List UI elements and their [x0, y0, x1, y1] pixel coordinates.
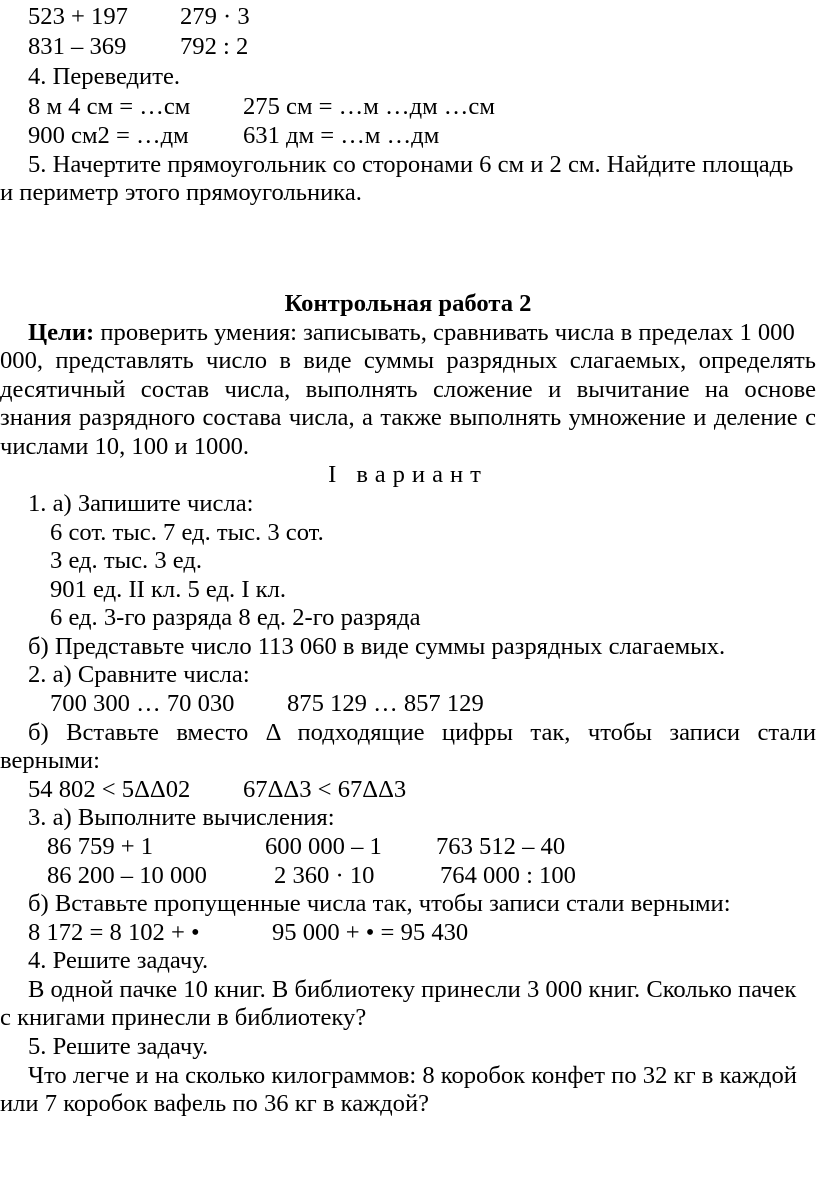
goals-line-3: десятичный состав числа, выполнять сложение и вычитание на основе — [0, 376, 816, 403]
convert-1: 8 м 4 см = …см — [28, 93, 191, 120]
task-2b-line-1: б) Вставьте вместо Δ подходящие цифры так, чтобы записи стали — [28, 719, 816, 746]
task-1a: 1. а) Запишите числа: — [28, 490, 254, 517]
goals-label: Цели: — [28, 319, 95, 346]
task-5b-line-2: или 7 коробок вафель по 36 кг в каждой? — [0, 1090, 430, 1117]
task-4-line-2: с книгами принесли в библиотеку? — [0, 1004, 367, 1031]
task-1b: б) Представьте число 113 060 в виде суммы разрядных слагаемых. — [28, 633, 726, 660]
compare-1: 700 300 … 70 030 — [50, 690, 235, 717]
equation-2: 95 000 + • = 95 430 — [272, 919, 469, 946]
task-4-heading: 4. Решите задачу. — [28, 947, 209, 974]
equation-1: 8 172 = 8 102 + • — [28, 919, 200, 946]
task-5-heading: 5. Решите задачу. — [28, 1033, 209, 1060]
inequality-2: 67ΔΔ3 < 67ΔΔ3 — [243, 776, 407, 803]
expr-792-2: 792 : 2 — [180, 33, 249, 60]
task-1-item: 6 сот. тыс. 7 ед. тыс. 3 сот. — [50, 519, 324, 546]
calc-1: 86 759 + 1 — [47, 833, 154, 860]
calc-3: 763 512 – 40 — [436, 833, 566, 860]
calc-4: 86 200 – 10 000 — [47, 862, 207, 889]
goals-line-5: числами 10, 100 и 1000. — [0, 433, 250, 460]
goals-text-1: проверить умения: записывать, сравнивать числа в пределах 1 000 — [94, 319, 795, 346]
goals-line-2: 000, представлять число в виде суммы разрядных слагаемых, определять — [0, 347, 816, 374]
task-2a: 2. а) Сравните числа: — [28, 661, 250, 688]
task-1-item: 901 ед. II кл. 5 ед. I кл. — [50, 576, 287, 603]
goals-line-4: знания разрядного состава числа, а также выполнять умножение и деление с — [0, 404, 816, 431]
task-3b: б) Вставьте пропущенные числа так, чтобы записи стали верными: — [28, 890, 731, 917]
task-1-item: 6 ед. 3-го разряда 8 ед. 2-го разряда — [50, 604, 421, 631]
calc-2: 600 000 – 1 — [265, 833, 382, 860]
task-5-line-2: и периметр этого прямоугольника. — [0, 179, 362, 206]
inequality-1: 54 802 < 5ΔΔ02 — [28, 776, 191, 803]
task-1-item: 3 ед. тыс. 3 ед. — [50, 547, 203, 574]
variant-heading: I вариант — [328, 461, 488, 488]
calc-6: 764 000 : 100 — [440, 862, 576, 889]
task-4-line-1: В одной пачке 10 книг. В библиотеку принесли 3 000 книг. Сколько пачек — [28, 976, 797, 1003]
convert-3: 900 см2 = …дм — [28, 122, 189, 149]
expr-279-3: 279 · 3 — [180, 3, 250, 30]
convert-4: 631 дм = …м …дм — [243, 122, 440, 149]
expr-831-369: 831 – 369 — [28, 33, 127, 60]
task-5-line-1: 5. Начертите прямоугольник со сторонами 6 см и 2 см. Найдите площадь — [28, 151, 794, 178]
compare-2: 875 129 … 857 129 — [287, 690, 484, 717]
task-3a: 3. а) Выполните вычисления: — [28, 804, 335, 831]
convert-2: 275 см = …м …дм …см — [243, 93, 495, 120]
calc-5: 2 360 · 10 — [274, 862, 375, 889]
task-5b-line-1: Что легче и на сколько килограммов: 8 коробок конфет по 32 кг в каждой — [28, 1062, 797, 1089]
task-4-title: 4. Переведите. — [28, 63, 181, 90]
task-2b-line-2: верными: — [0, 747, 100, 774]
goals-line-1 — [28, 318, 795, 348]
work-title: Контрольная работа 2 — [284, 290, 532, 317]
expr-523-197: 523 + 197 — [28, 3, 128, 30]
